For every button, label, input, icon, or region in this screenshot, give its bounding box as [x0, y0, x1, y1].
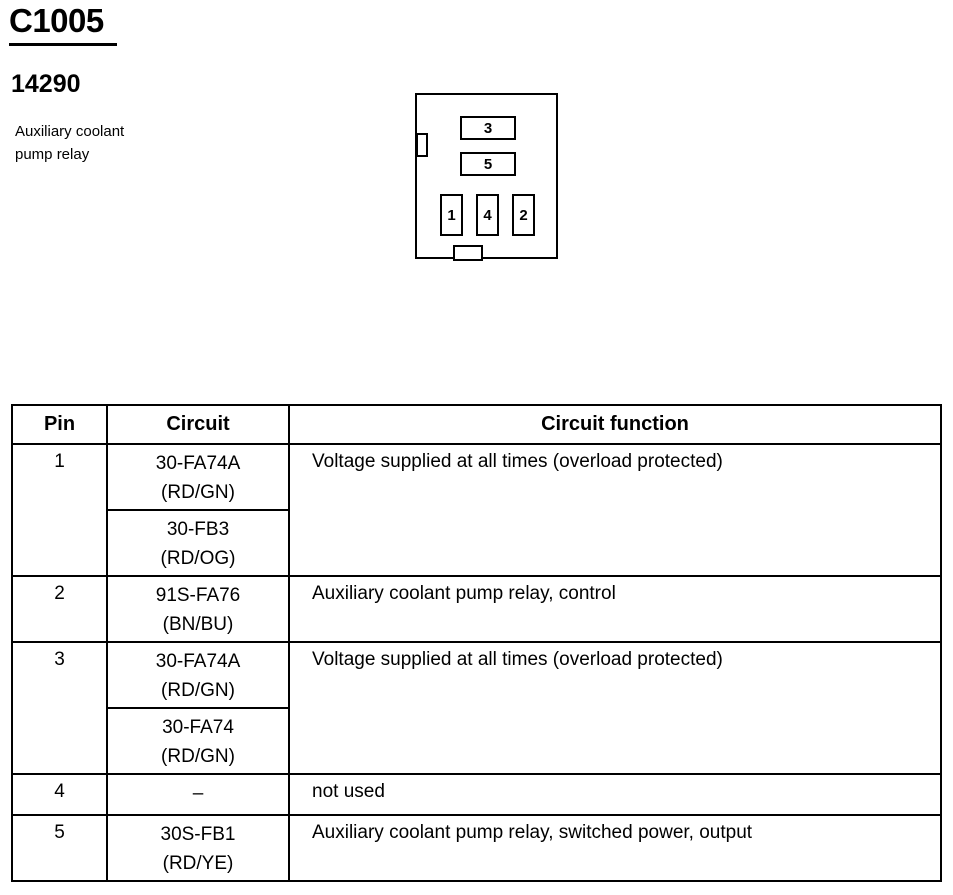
circuit-id: 30-FA74A [155, 651, 241, 672]
connector-id-underline [9, 43, 117, 46]
part-description-line: Auxiliary coolant [15, 123, 125, 140]
cavity-4: 4 [476, 194, 499, 236]
pin-cell: 1 [12, 444, 107, 576]
circuit-id: – [192, 783, 204, 804]
table-row [12, 576, 941, 642]
circuit-cell [107, 444, 289, 510]
circuit-cell [107, 815, 289, 881]
circuit-id: 30-FA74A [155, 453, 241, 474]
circuit-color: (RD/OG) [160, 548, 236, 569]
connector-key [453, 245, 483, 261]
cavity-1: 1 [440, 194, 463, 236]
table-row [12, 815, 941, 881]
table-row [12, 774, 941, 815]
header-pin: Pin [12, 405, 107, 444]
cavity-3: 3 [460, 116, 516, 140]
table-header-row [12, 405, 941, 444]
circuit-color: (RD/GN) [161, 746, 235, 767]
part-number: 14290 [11, 70, 81, 98]
table-row [12, 444, 941, 510]
function-cell: Voltage supplied at all times (overload protected) [289, 642, 941, 774]
header-circuit-function: Circuit function [289, 405, 941, 444]
circuit-cell [107, 510, 289, 576]
function-cell: not used [289, 774, 941, 815]
pin-cell: 2 [12, 576, 107, 642]
circuit-id: 30S-FB1 [160, 824, 236, 845]
circuit-id: 30-FB3 [166, 519, 230, 540]
circuit-color: (RD/YE) [162, 853, 234, 874]
cavity-5: 5 [460, 152, 516, 176]
table-row [12, 642, 941, 708]
header-circuit: Circuit [107, 405, 289, 444]
circuit-cell [107, 774, 289, 815]
connector-id: C1005 [9, 2, 104, 39]
function-cell: Voltage supplied at all times (overload protected) [289, 444, 941, 576]
circuit-id: 30-FA74 [162, 717, 234, 738]
circuit-color: (RD/GN) [161, 482, 235, 503]
function-cell: Auxiliary coolant pump relay, control [289, 576, 941, 642]
function-cell: Auxiliary coolant pump relay, switched power, output [289, 815, 941, 881]
circuit-cell [107, 576, 289, 642]
connector-latch [416, 133, 428, 157]
cavity-2: 2 [512, 194, 535, 236]
circuit-cell [107, 642, 289, 708]
circuit-color: (RD/GN) [161, 680, 235, 701]
pin-cell: 4 [12, 774, 107, 815]
part-description [15, 120, 175, 166]
circuit-color: (BN/BU) [162, 614, 234, 635]
pin-cell: 5 [12, 815, 107, 881]
circuit-id: 91S-FA76 [155, 585, 241, 606]
pin-table [11, 404, 942, 882]
part-description-line: pump relay [15, 146, 90, 163]
pin-cell: 3 [12, 642, 107, 774]
circuit-cell [107, 708, 289, 774]
